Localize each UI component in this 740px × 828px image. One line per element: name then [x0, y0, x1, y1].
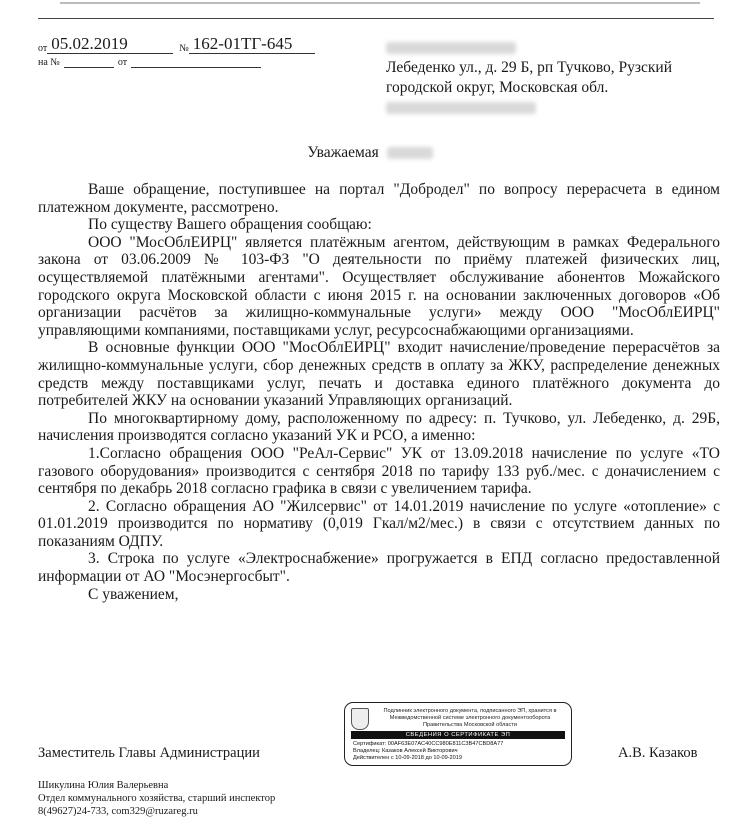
executor-contacts: 8(49627)24-733, com329@ruzareg.ru — [38, 806, 198, 817]
coat-of-arms-icon — [351, 708, 369, 730]
outgoing-number: 162-01ТГ-645 — [189, 35, 315, 54]
paragraph-closing: С уважением, — [88, 585, 179, 603]
executor-department: Отдел коммунального хозяйства, старший инспектор — [38, 793, 276, 804]
signatory-position: Заместитель Главы Администрации — [38, 745, 260, 761]
executor-name: Шикулина Юлия Валерьевна — [38, 780, 169, 791]
stamp-info — [353, 741, 567, 762]
stamp-validity: Действителен с 10-09-2018 до 10-09-2019 — [353, 755, 462, 761]
paragraph-functions: В основные функции ООО "МосОблЕИРЦ" входит начисление/проведение перерасчётов за жилищно-коммунальные услуги, сбор денежных средств в оплату за ЖКУ, распределение денежных средств между поставщиками услуг, печать и доставка единого платёжного документа до потребителей ЖКУ на основании указаний Управляющих организаций. — [38, 339, 720, 410]
letterhead-divider — [38, 18, 714, 19]
redacted-name — [386, 42, 516, 54]
redacted-addressee-name — [387, 147, 433, 159]
cropped-letterhead — [60, 0, 700, 8]
stamp-header: Подлинник электронного документа, подписанного ЭП, хранится в Межведомственной системе электронного документооборота Правительства Московской области — [383, 708, 557, 728]
paragraph-item-2: 2. Согласно обращения АО "Жилсервис" от 14.01.2019 начисление по услуге «отопление» с 01.01.2019 производится по нормативу (0,019 Гкал/м2/мес.) в связи с отсутствием данных по показаниям ОДПУ. — [38, 497, 720, 550]
ref-number-field — [64, 67, 114, 68]
executor-block — [38, 779, 275, 818]
stamp-owner: Владелец: Казаков Алексей Викторович — [353, 748, 458, 754]
signatory-name: А.В. Казаков — [618, 745, 698, 761]
ref-date-field — [131, 67, 261, 68]
paragraph-agent: ООО "МосОблЕИРЦ" является платёжным агентом, действующим в рамках Федерального закона от 03.06.2009 № 103-ФЗ "О деятельности по приёму платежей физических лиц, осуществляемой платёжными агентами". Осуществляет обслуживание абонентов Можайского городского округа Московской области с июня 2015 г. на основании заключенных договоров «Об организации расчётов за жилищно-коммунальные услуги» между ООО "МосОблЕИРЦ" управляющими компаниями, поставщиками услуг, ресурсоснабжающими организациями. — [38, 233, 720, 339]
addressee-address: Лебеденко ул., д. 29 Б, рп Тучково, Рузский городской округ, Московская обл. — [386, 59, 673, 96]
salutation-text: Уважаемая — [307, 144, 379, 161]
paragraph-building: По многоквартирному дому, расположенному по адресу: п. Тучково, ул. Лебеденко, д. 29Б, начисления производятся согласно указаний УК и РСО, а именно: — [38, 409, 720, 445]
paragraph-intro: Ваше обращение, поступившее на портал "Добродел" по вопросу перерасчета в едином платежном документе, рассмотрено. — [38, 181, 720, 216]
registration-block — [38, 32, 315, 68]
letter-body — [38, 181, 720, 603]
ref-number-label: на № — [38, 57, 60, 68]
electronic-signature-stamp — [344, 702, 572, 766]
paragraph-item-3: 3. Строка по услуге «Электроснабжение» прогружается в ЕПД согласно предоставленной информации от АО "Мосэнергосбыт". — [38, 550, 720, 586]
redacted-email — [386, 102, 536, 114]
number-label: № — [179, 43, 189, 54]
stamp-title: СВЕДЕНИЯ О СЕРТИФИКАТЕ ЭП — [351, 731, 565, 739]
addressee-block — [386, 38, 726, 118]
paragraph-item-1: 1.Согласно обращения ООО "РеАл-Сервис" УК от 13.09.2018 начисление по услуге «ТО газового оборудования» производится с сентября 2018 по тарифу 133 руб./мес. с доначислением с сентября по декабрь 2018 согласно графика в связи с увеличением тарифа. — [38, 444, 720, 498]
outgoing-date: 05.02.2019 — [47, 35, 173, 54]
salutation — [0, 144, 740, 162]
from-label: от — [38, 43, 48, 54]
stamp-certificate: Сертификат: 00AF63E07AC40CC980E811C3B47CBD8A77 — [353, 741, 504, 747]
paragraph-lead: По существу Вашего обращения сообщаю: — [88, 216, 372, 234]
ref-from-label: от — [117, 57, 128, 68]
